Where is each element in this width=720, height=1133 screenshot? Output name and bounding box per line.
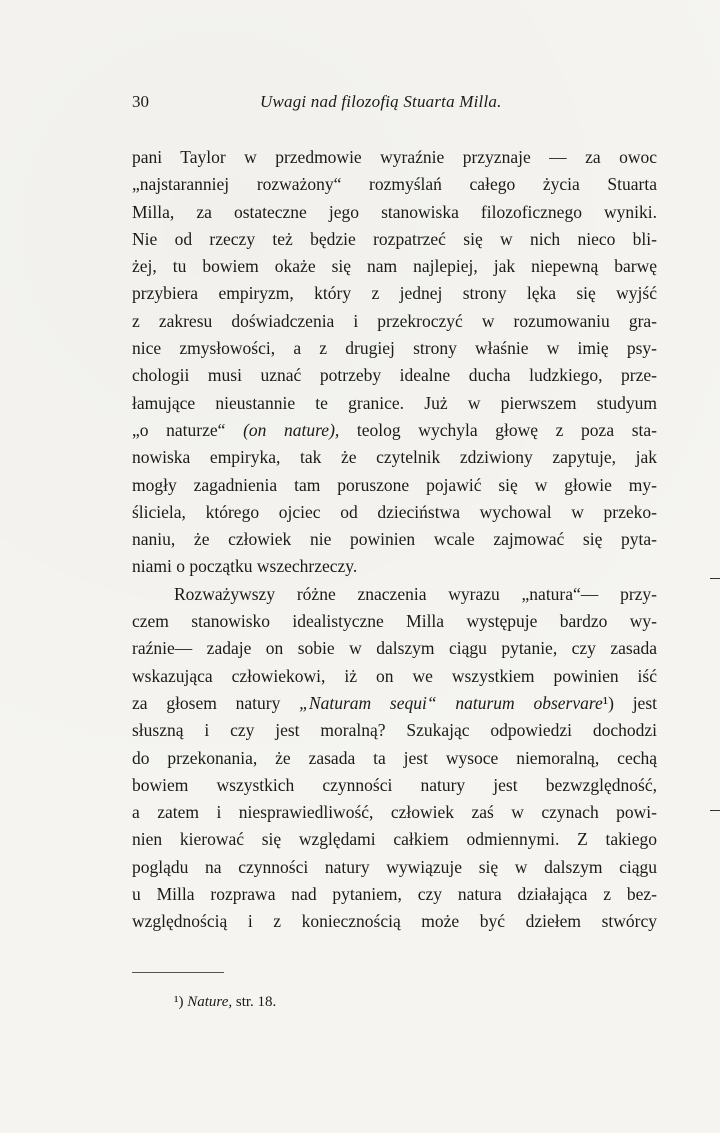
margin-mark — [710, 810, 720, 811]
text-line: a zatem i niesprawiedliwość, człowiek zaś w czynach powi- — [132, 802, 657, 823]
text-line: „najstaranniej rozważony“ rozmyślań całego życia Stuarta — [132, 174, 657, 195]
text-line: chologii musi uznać potrzeby idealne ducha ludzkiego, prze- — [132, 365, 657, 386]
text-run: teolog wychyla głowę z poza sta- — [339, 419, 657, 440]
footnote-title: Nature, — [187, 994, 233, 1010]
text-line: wskazująca człowiekowi, iż on we wszystkiem powinien iść — [132, 665, 657, 686]
text-line: względnością i z koniecznością może być dziełem stwórcy — [132, 911, 657, 932]
text-line: Rozważywszy różne znaczenia wyrazu „natura“— przy- — [174, 583, 657, 604]
italic-title: (on nature), — [243, 419, 340, 440]
text-line: raźnie— zadaje on sobie w dalszym ciągu pytanie, czy zasada — [132, 638, 657, 659]
text-line: łamujące nieustannie te granice. Już w pierwszem studyum — [132, 392, 657, 413]
body-text — [132, 144, 657, 936]
text-line: czem stanowisko idealistyczne Milla występuje bardzo wy- — [132, 611, 657, 632]
footnote-marker: ¹) — [174, 994, 184, 1010]
margin-mark — [710, 578, 720, 579]
text-line: naniu, że człowiek nie powinien wcale zajmować się pyta- — [132, 529, 657, 550]
text-line — [132, 417, 657, 444]
text-line — [132, 690, 657, 717]
text-line: śliciela, którego ojciec od dzieciństwa wychowal w przeko- — [132, 501, 657, 522]
text-run: ¹) jest — [602, 692, 657, 713]
text-line: z zakresu doświadczenia i przekroczyć w rozumowaniu gra- — [132, 310, 657, 331]
text-line: nien kierować się względami całkiem odmiennymi. Z takiego — [132, 829, 657, 850]
text-line: żej, tu bowiem okaże się nam najlepiej, jak niepewną barwę — [132, 256, 657, 277]
text-line: niami o początku wszechrzeczy. — [132, 556, 358, 577]
running-title: Uwagi nad filozofią Stuarta Milla. — [260, 92, 502, 111]
text-line: przybiera empiryzm, który z jednej strony lęka się wyjść — [132, 283, 657, 304]
text-line: nowiska empiryka, tak że czytelnik zdziwiony zapytuje, jak — [132, 447, 657, 468]
footnote-rule — [132, 972, 224, 973]
text-run: „o naturze“ — [132, 419, 244, 440]
text-run: za głosem natury — [132, 692, 300, 713]
text-line: u Milla rozprawa nad pytaniem, czy natura działająca z bez- — [132, 884, 657, 905]
text-line: do przekonania, że zasada ta jest wysoce niemoralną, cechą — [132, 747, 657, 768]
footnote-rest: str. 18. — [232, 994, 277, 1010]
text-line: bowiem wszystkich czynności natury jest bezwzględność, — [132, 774, 657, 795]
text-line: poglądu na czynności natury wywiązuje się w dalszym ciągu — [132, 856, 657, 877]
text-line: pani Taylor w przedmowie wyraźnie przyznaje — za owoc — [132, 147, 657, 167]
page-header — [132, 92, 562, 118]
page-number: 30 — [132, 92, 149, 111]
text-line: Nie od rzeczy też będzie rozpatrzeć się w nich nieco bli- — [132, 228, 657, 249]
footnote — [174, 994, 276, 1011]
text-line: słuszną i czy jest moralną? Szukając odpowiedzi dochodzi — [132, 720, 657, 741]
text-line: nice zmysłowości, a z drugiej strony właśnie w imię psy- — [132, 338, 657, 359]
italic-quote: „Naturam sequi“ naturum observare — [299, 692, 603, 713]
text-line: Milla, za ostateczne jego stanowiska filozoficznego wyniki. — [132, 201, 657, 222]
text-line: mogły zagadnienia tam poruszone pojawić się w głowie my- — [132, 474, 657, 495]
